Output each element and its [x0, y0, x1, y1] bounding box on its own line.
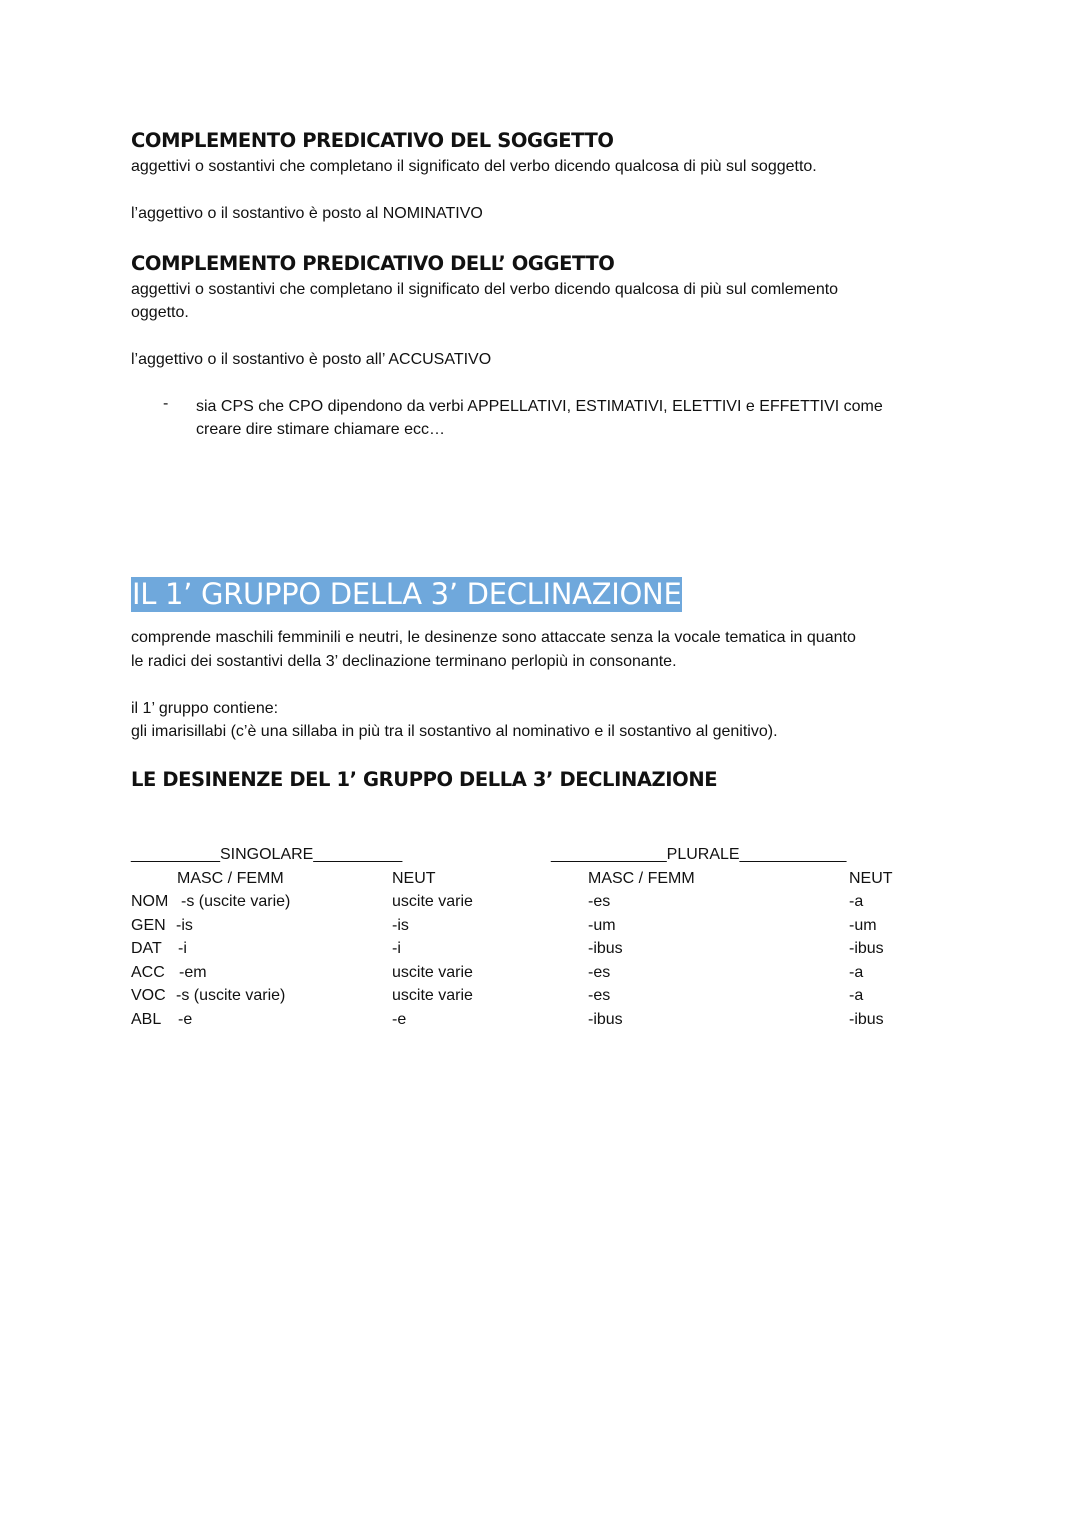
pl-n-value: -ibus — [849, 1011, 884, 1028]
singular-header: __________SINGOLARE__________ — [131, 846, 403, 863]
endings-table — [131, 845, 961, 1045]
sg-n-value: uscite varie — [392, 987, 473, 1004]
cpo-definition-line2: oggetto. — [131, 304, 189, 321]
group-line2: gli imarisillabi (c’è una sillaba in più tra il sostantivo al nominativo e il sostantivo al genitivo). — [131, 723, 778, 740]
col-pl-masc-femm: MASC / FEMM — [588, 870, 695, 887]
sg-n-value: uscite varie — [392, 964, 473, 981]
heading-third-declension: IL 1’ GRUPPO DELLA 3’ DECLINAZIONE — [132, 577, 682, 611]
pl-mf-value: -ibus — [588, 940, 623, 957]
case-label: ABL — [131, 1011, 162, 1028]
sg-n-value: -is — [392, 917, 409, 934]
pl-mf-value: -es — [588, 964, 611, 981]
sg-mf-value: -em — [179, 964, 207, 981]
sg-mf-value: -i — [178, 940, 187, 957]
col-pl-neut: NEUT — [849, 870, 893, 887]
bullet-text-line1: sia CPS che CPO dipendono da verbi APPELLATIVI, ESTIMATIVI, ELETTIVI e EFFETTIVI come — [196, 398, 883, 415]
heading-cpo: COMPLEMENTO PREDICATIVO DELL’ OGGETTO — [131, 252, 615, 275]
cps-case-note: l’aggettivo o il sostantivo è posto al NOMINATIVO — [131, 205, 483, 222]
sg-mf-value: -e — [178, 1011, 193, 1028]
case-label: NOM — [131, 893, 169, 910]
cpo-definition-line1: aggettivi o sostantivi che completano il significato del verbo dicendo qualcosa di più sul comlemento — [131, 281, 839, 298]
pl-mf-value: -ibus — [588, 1011, 623, 1028]
bullet-text-line2: creare dire stimare chiamare ecc… — [196, 421, 445, 438]
cps-definition: aggettivi o sostantivi che completano il significato del verbo dicendo qualcosa di più sul soggetto. — [131, 158, 817, 175]
intro-line2: le radici dei sostantivi della 3’ declinazione terminano perlopiù in consonante. — [131, 653, 677, 670]
heading-endings: LE DESINENZE DEL 1’ GRUPPO DELLA 3’ DECLINAZIONE — [131, 768, 718, 791]
col-sg-neut: NEUT — [392, 870, 436, 887]
sg-mf-value: -s (uscite varie) — [176, 987, 286, 1004]
pl-mf-value: -es — [588, 987, 611, 1004]
pl-n-value: -a — [849, 964, 864, 981]
case-label: VOC — [131, 987, 166, 1004]
sg-n-value: uscite varie — [392, 893, 473, 910]
cpo-case-note: l’aggettivo o il sostantivo è posto all’ ACCUSATIVO — [131, 351, 492, 368]
case-label: DAT — [131, 940, 162, 957]
bullet-dash-icon: - — [163, 395, 169, 412]
pl-n-value: -um — [849, 917, 877, 934]
pl-n-value: -a — [849, 893, 864, 910]
pl-n-value: -ibus — [849, 940, 884, 957]
sg-mf-value: -is — [176, 917, 193, 934]
plural-header: _____________PLURALE____________ — [551, 846, 847, 863]
sg-n-value: -e — [392, 1011, 407, 1028]
pl-mf-value: -um — [588, 917, 616, 934]
intro-line1: comprende maschili femminili e neutri, le desinenze sono attaccate senza la vocale tematica in quanto — [131, 629, 856, 646]
group-line1: il 1’ gruppo contiene: — [131, 700, 279, 717]
case-label: ACC — [131, 964, 165, 981]
sg-mf-value: -s (uscite varie) — [181, 893, 291, 910]
pl-n-value: -a — [849, 987, 864, 1004]
case-label: GEN — [131, 917, 166, 934]
pl-mf-value: -es — [588, 893, 611, 910]
sg-n-value: -i — [392, 940, 401, 957]
col-sg-masc-femm: MASC / FEMM — [177, 870, 284, 887]
heading-cps: COMPLEMENTO PREDICATIVO DEL SOGGETTO — [131, 129, 614, 152]
